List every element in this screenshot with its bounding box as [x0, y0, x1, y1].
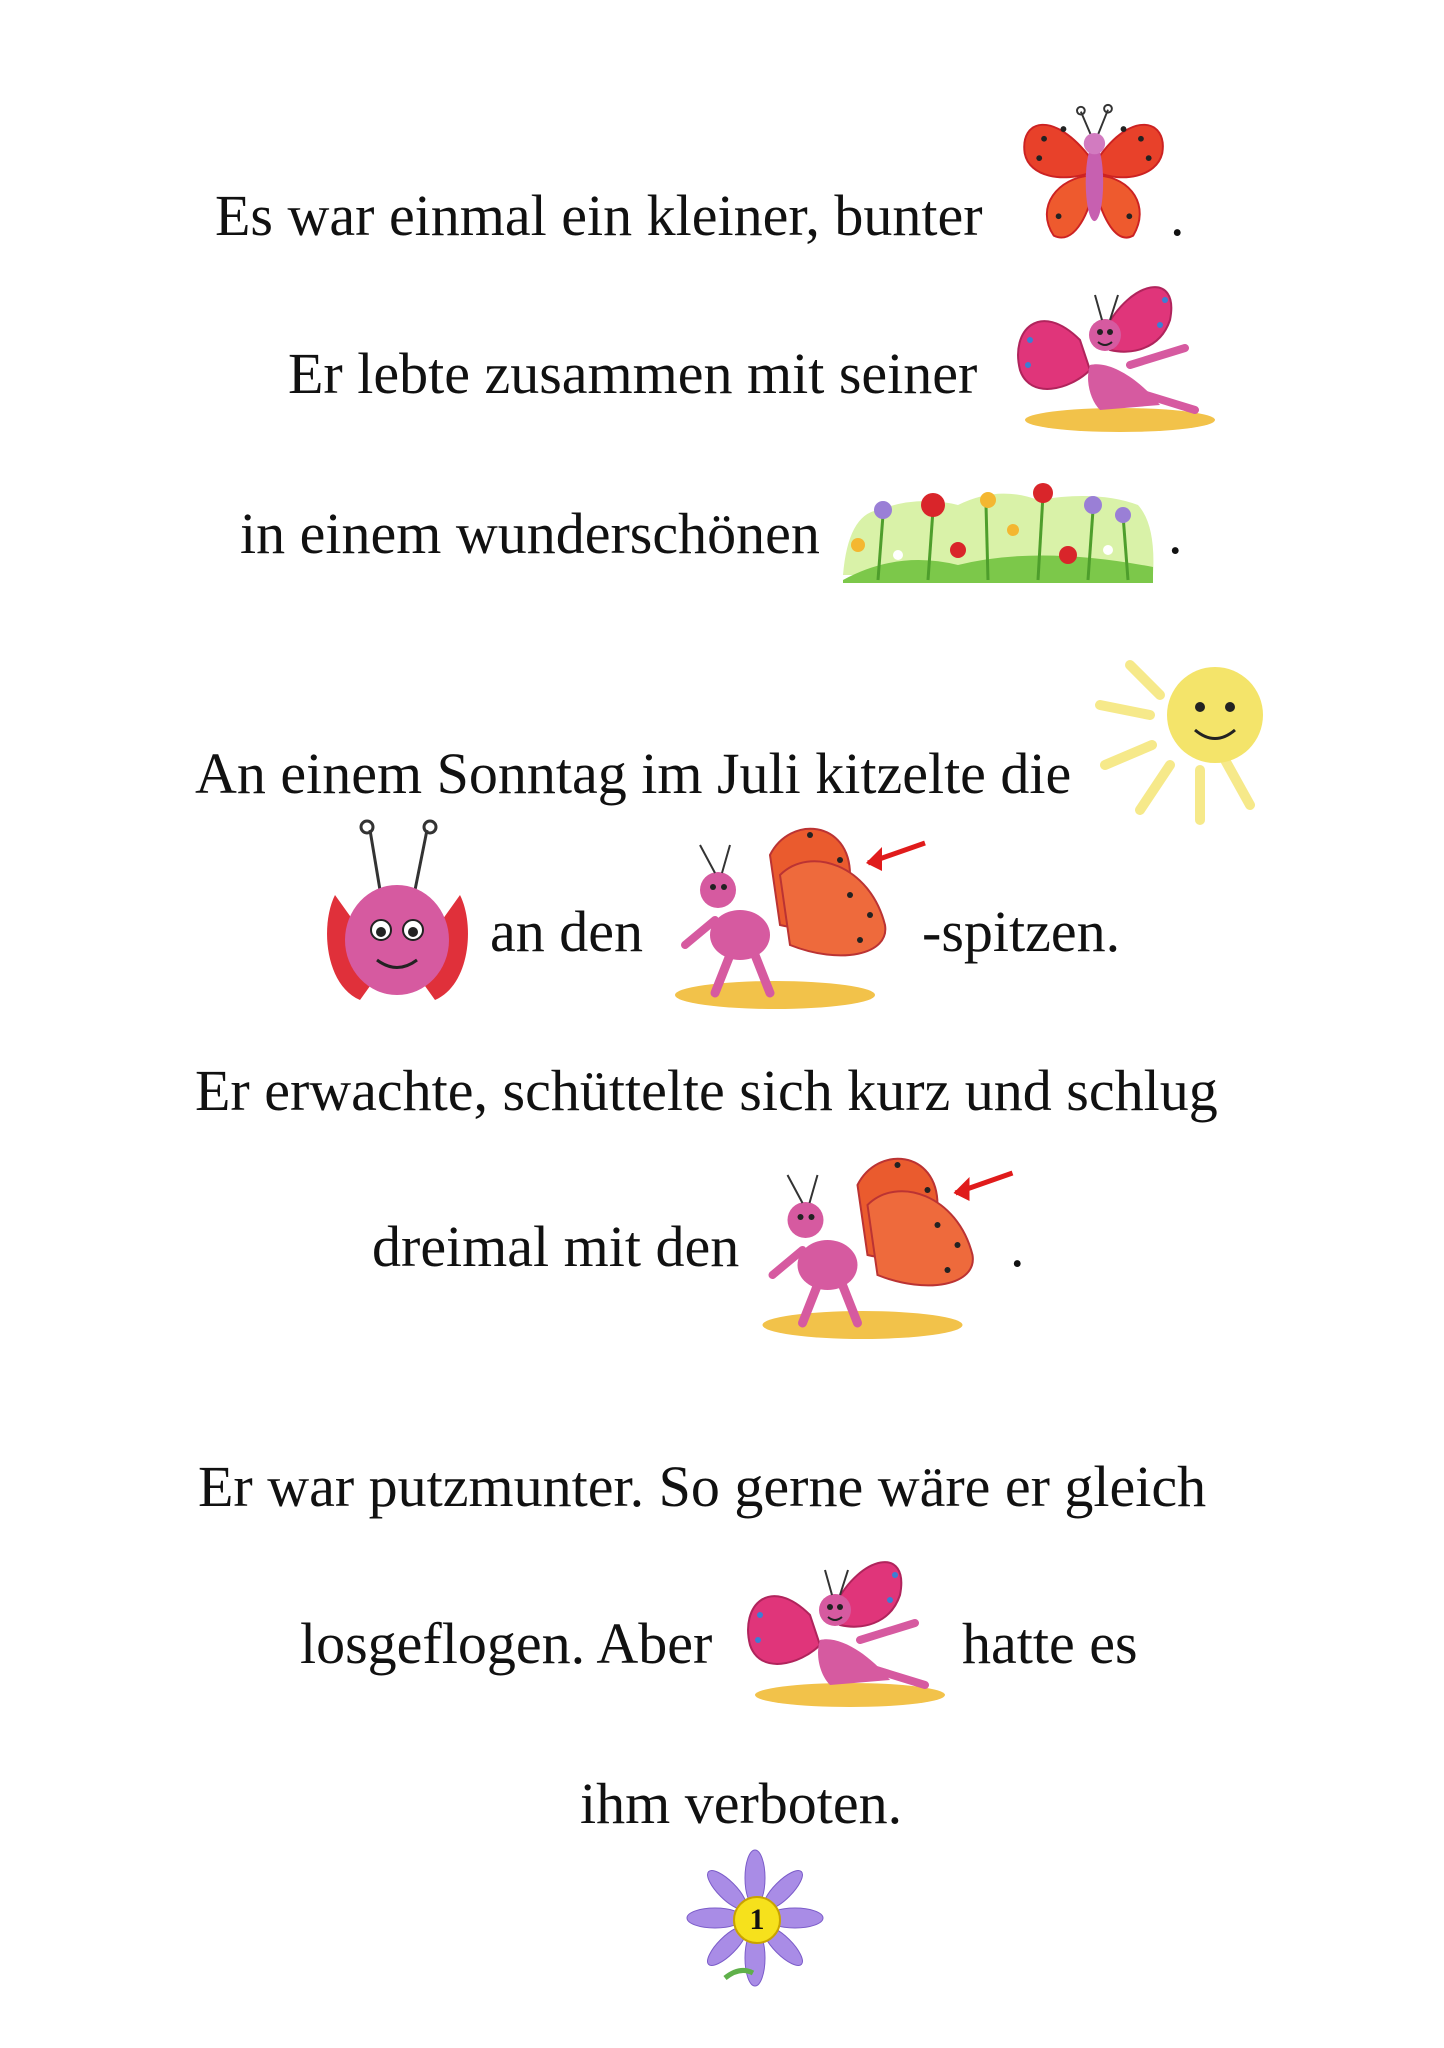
- wings-picture: [670, 815, 940, 1015]
- text-period-1: .: [1170, 183, 1185, 248]
- text-period-7: .: [1010, 1214, 1025, 1279]
- text-line-1: Es war einmal ein kleiner, bunter: [215, 183, 983, 248]
- wings-picture-2: [755, 1145, 1030, 1345]
- butterfly-head-picture: [315, 815, 480, 1010]
- flower-meadow-picture: [838, 455, 1158, 585]
- text-line-6: Er erwachte, schüttelte sich kurz und schlug: [195, 1058, 1218, 1123]
- mother-butterfly-picture-2: [740, 1545, 950, 1713]
- text-line-9: losgeflogen. Aber: [300, 1611, 713, 1676]
- butterfly-picture: [1015, 100, 1170, 255]
- text-line-5-mid: an den: [490, 899, 643, 964]
- page-number-flower: [685, 1848, 825, 1988]
- text-line-5-after: -spitzen.: [922, 899, 1121, 964]
- text-line-8: Er war putzmunter. So gerne wäre er gleich: [198, 1454, 1207, 1519]
- text-line-2: Er lebte zusammen mit seiner: [288, 341, 978, 406]
- mother-butterfly-picture: [1010, 270, 1220, 438]
- text-line-9-after: hatte es: [962, 1611, 1138, 1676]
- text-line-4: An einem Sonntag im Juli kitzelte die: [195, 741, 1072, 806]
- text-line-10: ihm verboten.: [580, 1771, 903, 1836]
- sun-picture: [1090, 655, 1275, 825]
- text-line-3: in einem wunderschönen: [240, 501, 820, 566]
- text-line-7: dreimal mit den: [372, 1214, 740, 1279]
- page-number: 1: [733, 1896, 781, 1944]
- text-period-3: .: [1168, 501, 1183, 566]
